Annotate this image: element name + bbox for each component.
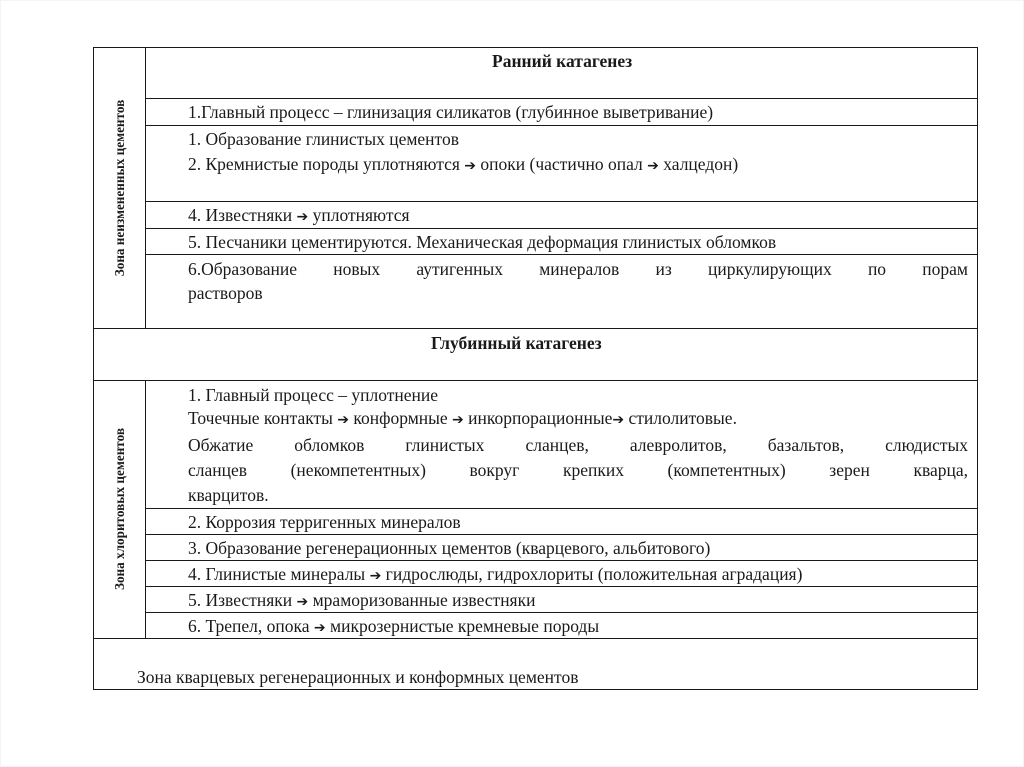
early-row-1: 1.Главный процесс – глинизация силикатов (глубинное выветривание) [188, 102, 714, 122]
deep-row-6 [188, 615, 599, 639]
deep-item-1-para-line-2: сланцев (некомпетентных) вокруг крепких (компетентных) зерен кварца, [188, 460, 968, 480]
quartz-zone-label: Зона кварцевых регенерационных и конформных цементов [137, 667, 579, 687]
arrow-right-icon: ➔ [369, 568, 382, 584]
deep-item-1-contacts-part-1: Точечные контакты [188, 408, 333, 428]
deep-row-3: 3. Образование регенерационных цементов (кварцевого, альбитового) [188, 538, 711, 558]
early-row-3-part-1: 4. Известняки [188, 205, 293, 225]
early-row-2-item-2 [188, 153, 738, 177]
deep-row-5-part-1: 5. Известняки [188, 590, 293, 610]
arrow-right-icon: ➔ [296, 209, 309, 225]
deep-row-5-part-2: мраморизованные известняки [312, 590, 536, 610]
zone-label-unchanged-cements: Зона неизмененных цементов [112, 99, 127, 277]
deep-item-1-contacts-part-3: инкорпорационные [468, 408, 613, 428]
arrow-right-icon: ➔ [452, 412, 464, 428]
deep-row-4-part-2: гидрослюды, гидрохлориты (положительная аградация) [385, 564, 803, 584]
early-row-5-line-1: 6.Образование новых аутигенных минералов из циркулирующих по порам [188, 259, 968, 279]
deep-row-2: 2. Коррозия терригенных минералов [188, 512, 461, 532]
arrow-right-icon: ➔ [296, 594, 309, 610]
early-row-3 [188, 204, 410, 228]
early-row-2-item-2-part-1: 2. Кремнистые породы уплотняются [188, 154, 460, 174]
deep-item-1-title: 1. Главный процесс – уплотнение [188, 385, 439, 405]
deep-row-4-part-1: 4. Глинистые минералы [188, 564, 366, 584]
early-row-3-part-2: уплотняются [312, 205, 410, 225]
deep-item-1-contacts-part-4: стилолитовые. [628, 408, 737, 428]
early-row-5-line-2: растворов [188, 283, 263, 303]
deep-row-6-part-2: микрозернистые кремневые породы [330, 616, 600, 636]
early-row-2-item-2-part-3: халцедон) [663, 154, 739, 174]
deep-row-4 [188, 563, 802, 587]
early-row-2-item-2-part-2: опоки (частично опал [480, 154, 643, 174]
deep-item-1-contacts [188, 407, 737, 431]
deep-item-1-para-line-3: кварцитов. [188, 485, 269, 505]
deep-row-6-part-1: 6. Трепел, опока [188, 616, 310, 636]
deep-item-1-para-line-1: Обжатие обломков глинистых сланцев, алевролитов, базальтов, слюдистых [188, 435, 968, 455]
early-row-2-item-1: 1. Образование глинистых цементов [188, 129, 459, 149]
early-row-4: 5. Песчаники цементируются. Механическая деформация глинистых обломков [188, 232, 777, 252]
early-catagenesis-title: Ранний катагенез [492, 51, 633, 71]
zone-label-chlorite-cements: Зона хлоритовых цементов [112, 427, 127, 591]
arrow-right-icon: ➔ [612, 412, 625, 428]
arrow-right-icon: ➔ [464, 158, 477, 174]
deep-item-1-contacts-part-2: конформные [353, 408, 448, 428]
deep-row-5 [188, 589, 535, 613]
deep-catagenesis-title: Глубинный катагенез [431, 333, 602, 353]
arrow-right-icon: ➔ [337, 412, 350, 428]
arrow-right-icon: ➔ [313, 620, 326, 636]
arrow-right-icon: ➔ [647, 158, 659, 174]
